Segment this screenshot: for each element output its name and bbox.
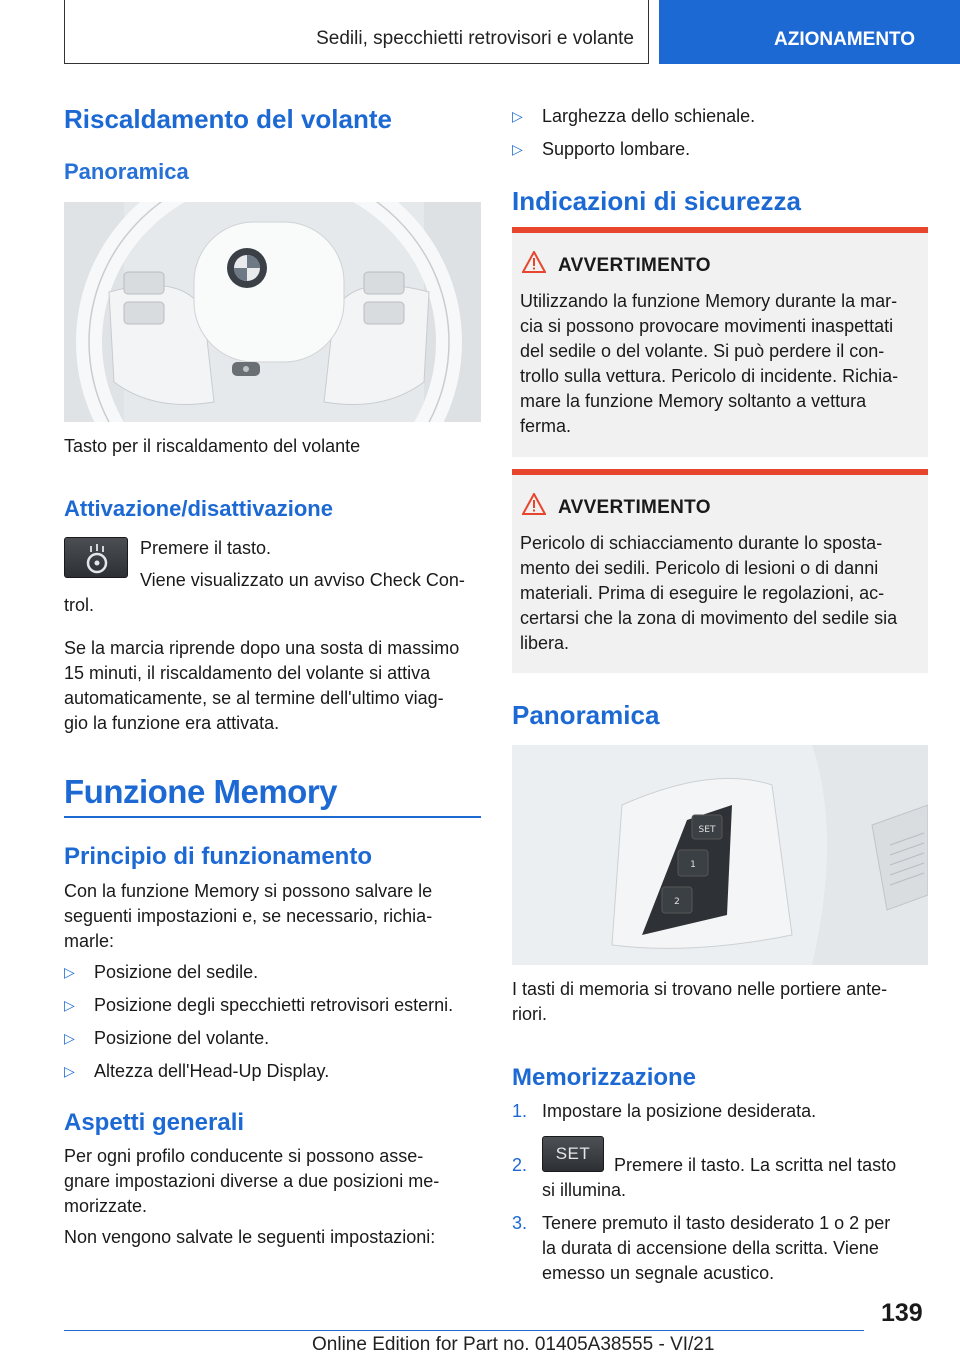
subheading-general: Aspetti generali <box>64 1109 245 1136</box>
para-principle <box>64 879 432 954</box>
warning-line: trollo sulla vettura. Pericolo di incidente. Richia- <box>520 366 899 386</box>
triangle-bullet-icon: ▷ <box>64 1030 75 1046</box>
heading-steering-heating: Riscaldamento del volante <box>64 104 392 134</box>
warning-line: mento dei sedili. Pericolo di lesioni o di danni <box>520 558 879 578</box>
heading-safety: Indicazioni di sicurezza <box>512 186 801 216</box>
caption-steering-heating: Tasto per il riscaldamento del volante <box>64 436 361 456</box>
para-principle-line: marle: <box>64 931 115 951</box>
triangle-bullet-icon: ▷ <box>64 1063 75 1079</box>
warning-1-text <box>520 289 920 439</box>
triangle-bullet-icon: ▷ <box>64 997 75 1013</box>
para-principle-line: seguenti impostazioni e, se necessario, richia- <box>64 906 433 926</box>
para-general-line: morizzate. <box>64 1196 148 1216</box>
warning-triangle-icon <box>522 251 546 273</box>
header-chapter-tab <box>659 0 960 64</box>
step-line: Impostare la posizione desiderata. <box>542 1101 817 1121</box>
para-restart <box>64 636 459 736</box>
steering-wheel-image <box>64 202 481 422</box>
para-restart-line: automaticamente, se al termine dell'ultimo viag- <box>64 688 444 708</box>
list-item <box>64 960 481 985</box>
caption-memory-buttons <box>512 977 887 1027</box>
list-item <box>64 1059 481 1084</box>
list-item-text: Altezza dell'Head-Up Display. <box>94 1061 330 1081</box>
step-number: 1. <box>512 1101 528 1121</box>
warning-line: certarsi che la zona di movimento del sedile sia <box>520 608 898 628</box>
step-line: emesso un segnale acustico. <box>542 1263 775 1283</box>
warning-line: cia si possono provocare movimenti inaspettati <box>520 316 894 336</box>
para-restart-line: Se la marcia riprende dopo una sosta di massimo <box>64 638 460 658</box>
triangle-bullet-icon: ▷ <box>512 141 523 157</box>
para-restart-line: gio la funzione era attivata. <box>64 713 280 733</box>
set-button-label: SET <box>555 1144 591 1163</box>
step-line: Tenere premuto il tasto desiderato 1 o 2 per <box>542 1213 891 1233</box>
warning-box-2 <box>512 469 928 673</box>
steering-heating-button-icon <box>64 537 128 578</box>
list-item <box>64 1026 481 1051</box>
para-general <box>64 1144 439 1219</box>
para-general-line: Per ogni profilo conducente si possono asse- <box>64 1146 424 1166</box>
step-line: la durata di accensione della scritta. Viene <box>542 1238 879 1258</box>
warning-line: ferma. <box>520 416 572 436</box>
step-number: 2. <box>512 1155 528 1175</box>
door-memory-2-label: 2 <box>674 897 680 907</box>
page-number: 139 <box>881 1299 923 1327</box>
warning-line: mare la funzione Memory soltanto a vettura <box>520 391 867 411</box>
door-memory-1-label: 1 <box>690 860 696 870</box>
subheading-store: Memorizzazione <box>512 1064 697 1091</box>
list-item-text: Posizione del volante. <box>94 1028 270 1048</box>
subheading-principle: Principio di funzionamento <box>64 843 372 870</box>
subheading-activation: Attivazione/disattivazione <box>64 496 333 521</box>
caption-line: riori. <box>512 1004 547 1024</box>
warning-2-title: AVVERTIMENTO <box>558 497 711 518</box>
triangle-bullet-icon: ▷ <box>64 964 75 980</box>
heading-rule <box>64 816 481 818</box>
door-set-label: SET <box>698 825 716 835</box>
header-section-text: Sedili, specchietti retrovisori e volante <box>316 28 634 49</box>
list-item <box>512 137 928 162</box>
warning-line: Pericolo di schiacciamento durante lo sposta- <box>520 533 883 553</box>
warning-triangle-icon <box>522 493 546 515</box>
list-item <box>64 993 481 1018</box>
triangle-bullet-icon: ▷ <box>512 108 523 124</box>
step-item <box>512 1211 928 1286</box>
heading-memory-function: Funzione Memory <box>64 773 338 810</box>
step-number: 3. <box>512 1213 528 1233</box>
subheading-overview: Panoramica <box>64 159 189 184</box>
set-button-icon <box>542 1136 604 1172</box>
footer-rule <box>64 1330 864 1331</box>
list-item-text: Larghezza dello schienale. <box>542 106 756 126</box>
door-memory-buttons-image <box>512 745 928 965</box>
para-principle-line: Con la funzione Memory si possono salvare le <box>64 881 433 901</box>
list-item-text: Supporto lombare. <box>542 139 691 159</box>
activation-step-message-a: Viene visualizzato un avviso Check Con- <box>140 570 465 590</box>
activation-step-message-b: trol. <box>64 595 95 615</box>
step-line: si illumina. <box>542 1180 627 1200</box>
step-item <box>512 1099 928 1124</box>
subheading-overview-memory: Panoramica <box>512 700 660 730</box>
steering-heat-symbol-icon <box>65 538 129 579</box>
para-general-line: gnare impostazioni diverse a due posizioni me- <box>64 1171 440 1191</box>
list-item <box>512 104 928 129</box>
warning-line: libera. <box>520 633 570 653</box>
warning-line: materiali. Prima di eseguire le regolazioni, ac- <box>520 583 885 603</box>
warning-2-text <box>520 531 920 656</box>
header-section-title <box>64 0 649 64</box>
footer-edition: Online Edition for Part no. 01405A38555 - VI/21 <box>312 1334 715 1355</box>
warning-box-1 <box>512 227 928 457</box>
para-restart-line: 15 minuti, il riscaldamento del volante si attiva <box>64 663 431 683</box>
header-chapter-text: AZIONAMENTO <box>774 29 916 50</box>
door-panel-illustration <box>512 745 928 965</box>
para-not-saved: Non vengono salvate le seguenti impostazioni: <box>64 1227 436 1247</box>
steering-wheel-illustration <box>64 202 481 422</box>
list-item-text: Posizione degli specchietti retrovisori esterni. <box>94 995 454 1015</box>
caption-line: I tasti di memoria si trovano nelle portiere ante- <box>512 979 888 999</box>
warning-line: Utilizzando la funzione Memory durante la mar- <box>520 291 898 311</box>
warning-line: del sedile o del volante. Si può perdere il con- <box>520 341 885 361</box>
warning-1-title: AVVERTIMENTO <box>558 255 711 276</box>
activation-step-press: Premere il tasto. <box>140 538 272 558</box>
list-item-text: Posizione del sedile. <box>94 962 259 982</box>
step-line: Premere il tasto. La scritta nel tasto <box>614 1155 897 1175</box>
